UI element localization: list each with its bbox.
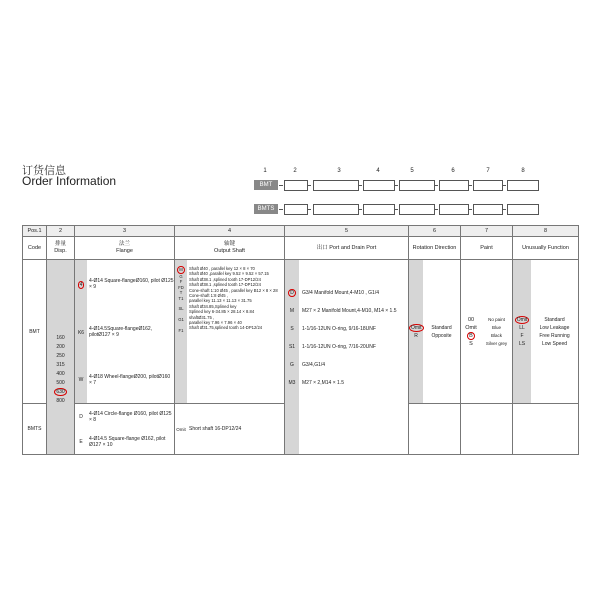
port-desc: G3/4 Manifold Mount,4-M10 , G1/4: [302, 290, 379, 296]
function-code: LS: [518, 340, 526, 347]
code-box: [439, 204, 469, 215]
shaft-code: Omit: [176, 426, 186, 432]
rotation-desc: Standard: [431, 324, 452, 331]
port-code: M3: [288, 380, 296, 386]
code-box: [313, 180, 359, 191]
flange-desc: 4-Ø14 Circle-flange Ø160, pilot Ø125 × 8: [89, 410, 172, 423]
shaft-desc: Shaft Ø31.75,splined tooth 14-DP12/24: [189, 325, 263, 331]
paint-code-selected: B: [469, 332, 473, 339]
pos-header: 4: [175, 226, 285, 237]
code-pos-7: 7: [486, 168, 490, 174]
code-pos-6: 6: [451, 168, 455, 174]
shaft-desc: Shaft Ø38.1 ,splined tooth 17-DP12/24: [189, 282, 261, 288]
rotation-code-selected: Omit: [411, 324, 422, 331]
code-pos-1: 1: [263, 168, 267, 174]
shaft-header-cn: 轴键: [223, 241, 235, 247]
empty-cell: [513, 404, 579, 455]
bmts-flange-cell: [75, 404, 175, 455]
shaft-desc: parallel key 7.96 × 7.96 × 40: [189, 320, 242, 326]
flange-code: K6: [77, 329, 85, 336]
rotation-code: R: [414, 332, 418, 339]
flange-desc: 4-Ø14.5Square-flangeØ162, pilotØ127 × 9: [89, 325, 153, 338]
paint-desc: Black: [490, 332, 502, 338]
flange-code: D: [79, 413, 83, 420]
code-box: [439, 180, 469, 191]
bmt-row: [23, 260, 579, 404]
paint-code: Omit: [465, 324, 477, 331]
function-code-selected: Omit: [516, 316, 528, 323]
empty-cell: [409, 404, 461, 455]
pos-header: 6: [409, 226, 461, 237]
empty-cell: [461, 404, 513, 455]
shaft-desc: Short shaft 16-DP12/24: [189, 426, 242, 433]
shaft-code: T: [179, 290, 183, 296]
shaft-desc: parallel key 11.13 × 11.13 × 31.75: [189, 298, 252, 304]
disp-value-selected: 630: [56, 389, 65, 395]
code-pos-5: 5: [410, 168, 414, 174]
disp-value: 500: [56, 380, 65, 386]
function-code: F: [520, 332, 524, 339]
shaft-desc: Shaft Ø40 , parallel key 12 × 8 × 70: [189, 266, 255, 271]
paint-cell: [461, 260, 513, 404]
shaft-cell: [175, 260, 285, 404]
code-label-bmt: BMT: [254, 180, 278, 190]
paint-header: Paint: [461, 237, 513, 260]
shaft-code: F1: [178, 328, 184, 334]
function-cell: [513, 260, 579, 404]
paint-desc: Silver grey: [485, 340, 508, 346]
code-box: [363, 204, 395, 215]
shaft-desc: Cone-shaft 1:10 Ø45 , parallel key B12 × 8 × 28: [189, 287, 278, 293]
shaft-code: T1: [178, 295, 184, 301]
disp-value: 160: [56, 335, 65, 341]
shaft-desc: shaftØ31.75 ,: [189, 314, 215, 320]
port-cell: [285, 260, 409, 455]
shaft-header: [175, 237, 285, 260]
port-desc: M27 × 2 Manifold Mount,4-M10, M14 × 1.5: [302, 308, 397, 314]
function-header: Unusually Function: [513, 237, 579, 260]
disp-header-en: Disp.: [54, 248, 67, 254]
disp-value: 315: [56, 362, 65, 368]
port-code: S1: [288, 344, 296, 350]
column-title-row: [23, 237, 579, 260]
function-desc: Free Running: [539, 332, 570, 339]
flange-code: W: [78, 376, 84, 383]
rotation-cell: [409, 260, 461, 404]
port-desc: G3/4,G1/4: [302, 362, 326, 368]
paint-code: 00: [467, 316, 475, 323]
flange-header-en: Flange: [116, 248, 133, 254]
shaft-code: SL: [178, 306, 184, 312]
shaft-code: G1: [178, 317, 184, 323]
pos-header: 5: [285, 226, 409, 237]
code-box: [507, 180, 539, 191]
disp-header: [47, 237, 75, 260]
flange-desc: 4-Ø14 Square-flangeØ160, pilot Ø125 × 9: [89, 277, 174, 290]
port-desc: M27 × 2,M14 × 1.5: [302, 380, 344, 386]
rotation-desc: Opposite: [431, 332, 452, 339]
flange-desc: 4-Ø18 Wheel-flangeØ200, pilotØ160 × 7: [89, 373, 171, 386]
port-code: G: [290, 362, 294, 368]
port-code: S: [290, 326, 294, 332]
bmts-shaft-cell: [175, 404, 285, 455]
flange-header-cn: 法兰: [118, 241, 130, 247]
function-desc: Low Speed: [541, 340, 568, 347]
disp-value: 250: [56, 353, 65, 359]
disp-header-cn: 排量: [54, 241, 66, 247]
pos-header: 3: [75, 226, 175, 237]
function-desc: Standard: [544, 316, 565, 323]
disp-value: 400: [56, 371, 65, 377]
flange-header: [75, 237, 175, 260]
code-box: [473, 204, 503, 215]
code-pos-4: 4: [376, 168, 380, 174]
code-box: [313, 204, 359, 215]
code-pos-2: 2: [293, 168, 297, 174]
function-desc: Low Leakage: [539, 324, 570, 331]
shaft-code: FD: [178, 284, 184, 290]
code-box: [363, 180, 395, 191]
pos-header: 8: [513, 226, 579, 237]
shaft-desc: Shaft Ø34.85,Splined key: [189, 303, 237, 309]
shaft-code: F: [179, 279, 183, 285]
paint-desc: Blue: [491, 324, 501, 330]
flange-cell: [75, 260, 175, 404]
displacement-list: [47, 260, 75, 455]
code-pos-3: 3: [337, 168, 341, 174]
disp-value: 800: [56, 398, 65, 404]
order-info-title-cn: 订货信息: [22, 165, 66, 177]
order-info-table: [22, 225, 579, 455]
port-header: 出口 Port and Drain Port: [285, 237, 409, 260]
code-header: Code: [23, 237, 47, 260]
paint-code: S: [469, 340, 473, 347]
shaft-code-selected: M: [179, 267, 183, 272]
disp-value: 200: [56, 344, 65, 350]
shaft-desc: Shaft Ø38.1 ,splined tooth 17-DP12/24: [189, 276, 261, 282]
rotation-header: Rotation Direction: [409, 237, 461, 260]
shaft-desc: Splined key 6-34.85 × 28.14 × 8.84: [189, 309, 255, 315]
shaft-desc: Cone-shaft 1:8 Ø45 ,: [189, 293, 228, 299]
port-code: M: [289, 308, 295, 314]
function-code: LL: [519, 324, 525, 331]
flange-desc: 4-Ø14.5 Square-flange Ø162, pilot Ø127 × 10: [89, 435, 166, 448]
pos-header: 2: [47, 226, 75, 237]
code-box: [284, 204, 308, 215]
shaft-code: G: [179, 274, 183, 279]
port-desc: 1-1/16-12UN O-ring, 9/16-18UNF: [302, 326, 376, 332]
code-box: [399, 204, 435, 215]
code-box: [473, 180, 503, 191]
code-box: [507, 204, 539, 215]
pos-header: Pos.1: [23, 226, 47, 237]
shaft-desc: Shaft Ø40 ,parallel key 9.52 × 9.52 × 57.15: [189, 271, 269, 277]
shaft-header-en: Output Shaft: [214, 248, 245, 254]
flange-code-selected: 4: [79, 281, 83, 288]
port-desc: 1-1/16-12UN O-ring, 7/16-20UNF: [302, 344, 376, 350]
paint-desc: No paint: [488, 316, 505, 322]
code-box: [399, 180, 435, 191]
position-row: [23, 226, 579, 237]
flange-code: E: [79, 438, 83, 445]
code-label-bmts: BMTS: [254, 204, 278, 214]
code-pos-8: 8: [521, 168, 525, 174]
bmt-code: BMT: [23, 260, 47, 404]
port-code-selected: D: [290, 290, 294, 296]
pos-header: 7: [461, 226, 513, 237]
code-box: [284, 180, 308, 191]
order-info-title-en: Order Information: [22, 174, 117, 188]
bmts-code: BMTS: [23, 404, 47, 455]
